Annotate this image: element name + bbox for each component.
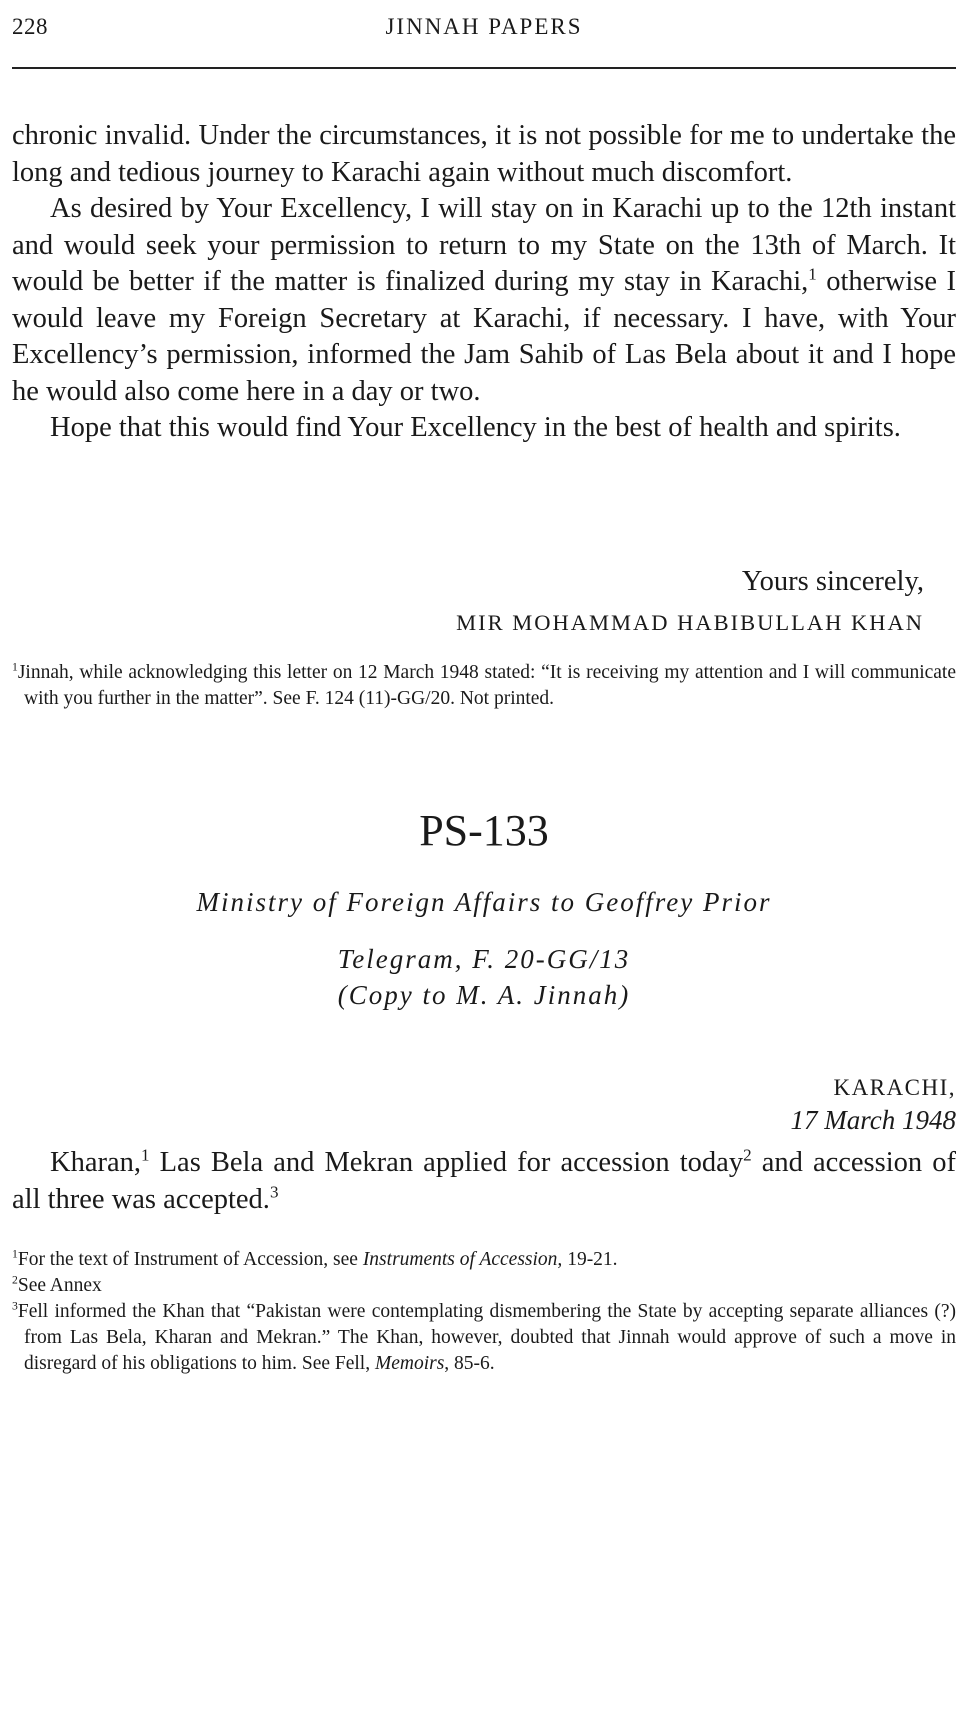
footnotes-section-2 <box>12 1247 956 1377</box>
footnote-italic-title: Memoirs <box>374 1353 445 1374</box>
document-page <box>12 0 956 1723</box>
footnote-text: Fell informed the Khan that “Pakistan were contemplating dismembering the State by accepting separate alliances (?) from Las Bela, Kharan and Mekran.” The Khan, however, doubted that Jinnah would approve of such a move in disregard of his obligations to him. See Fell, <box>17 1301 956 1374</box>
footnote-1 <box>12 1247 956 1273</box>
dateline-date: 17 March 1948 <box>790 1105 956 1135</box>
footnote-text: For the text of Instrument of Accession, see <box>17 1249 363 1270</box>
footnote-3 <box>12 1299 956 1377</box>
document-number: PS-133 <box>419 806 549 855</box>
footnote-mark: 1 <box>12 1247 18 1261</box>
footnote-text: Jinnah, while acknowledging this letter on 12 March 1948 stated: “It is receiving my attention and I will communicate with you further in the matter”. See F. 124 (11)-GG/20. Not printed. <box>17 662 956 709</box>
letter-paragraph-3: Hope that this would find Your Excellency in the best of health and spirits. <box>50 412 901 443</box>
running-header <box>12 12 956 44</box>
letter-paragraph-1: chronic invalid. Under the circumstances, it is not possible for me to undertake the long and tedious journey to Karachi again without much discomfort. <box>12 120 956 188</box>
valediction: Yours sincerely, <box>741 566 924 597</box>
letter-paragraph-2-part-a: As desired by Your Excellency, I will stay on in Karachi up to the 12th instant and would seek your permission to return to my State on the 13th of March. It would be better if the matter is finalized during my stay in Karachi, <box>12 193 956 297</box>
footnote-mark: 2 <box>12 1273 18 1287</box>
footnote-text-end: , 85-6. <box>444 1353 495 1374</box>
telegram-text-a: Kharan, <box>50 1147 141 1178</box>
footnote-ref: 1 <box>808 264 817 284</box>
footnotes-section-1 <box>12 660 956 712</box>
running-title: JINNAH PAPERS <box>385 14 583 39</box>
document-reference: Telegram, F. 20-GG/13 <box>337 944 631 974</box>
dateline-place: KARACHI, <box>833 1075 956 1100</box>
letter-closing <box>12 566 956 646</box>
header-rule <box>12 67 956 69</box>
footnote-1 <box>12 660 956 712</box>
letter-paragraph-2 <box>12 191 956 410</box>
footnote-text-end: 19-21. <box>562 1249 618 1270</box>
document-title: Ministry of Foreign Affairs to Geoffrey Prior <box>196 887 772 917</box>
footnote-2 <box>12 1273 956 1299</box>
telegram-body <box>12 1145 956 1218</box>
footnote-mark: 1 <box>12 660 18 674</box>
page-number: 228 <box>12 14 48 39</box>
footnote-ref: 2 <box>743 1145 752 1165</box>
footnote-mark: 3 <box>12 1299 18 1313</box>
footnote-ref: 1 <box>141 1145 150 1165</box>
footnote-text: See Annex <box>17 1275 102 1296</box>
document-copy-note: (Copy to M. A. Jinnah) <box>337 980 631 1010</box>
telegram-paragraph <box>12 1145 956 1218</box>
footnote-ref: 3 <box>269 1182 279 1201</box>
signatory-name: MIR MOHAMMAD HABIBULLAH KHAN <box>456 610 924 635</box>
letter-body <box>12 118 956 447</box>
telegram-text-b: Las Bela and Mekran applied for accession today <box>149 1147 744 1178</box>
footnote-italic-title: Instruments of Accession, <box>362 1249 563 1270</box>
letter-paragraph-2-part-b: otherwise I would leave my Foreign Secretary at Karachi, if necessary. I have, with Your Excellency’s permission, informed the Jam Sahib of Las Bela about it and I hope he would also come here in a day or two. <box>12 266 956 407</box>
telegram-text-c: and accession of all three was accepted. <box>12 1147 956 1215</box>
